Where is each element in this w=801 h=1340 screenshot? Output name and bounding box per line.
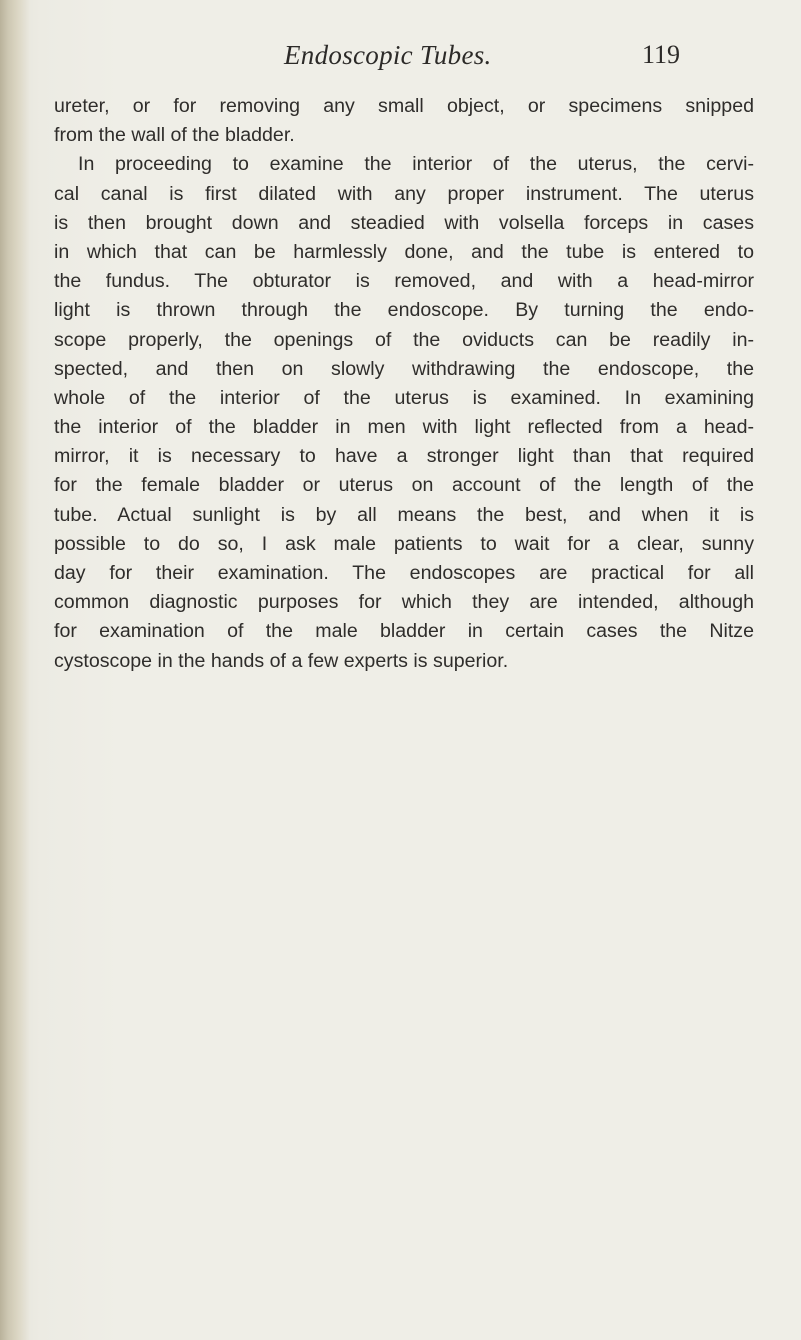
text-line: for the female bladder or uterus on account of the length of the bbox=[54, 474, 754, 497]
text-line: tube. Actual sunlight is by all means the best, and when it is bbox=[54, 503, 754, 526]
text-line: ureter, or for removing any small object, or specimens snipped bbox=[54, 95, 754, 117]
body-text bbox=[54, 92, 754, 676]
text-line: light is thrown through the endoscope. By turning the endo- bbox=[54, 299, 754, 322]
text-line: from the wall of the bladder. bbox=[54, 124, 295, 147]
text-line: scope properly, the openings of the oviducts can be readily in- bbox=[54, 328, 754, 351]
text-line: In proceeding to examine the interior of the uterus, the cervi- bbox=[78, 153, 754, 176]
text-line: the interior of the bladder in men with light reflected from a head- bbox=[54, 416, 754, 439]
running-head bbox=[0, 40, 801, 80]
running-title: Endoscopic Tubes. bbox=[284, 40, 492, 70]
text-line: day for their examination. The endoscopes are practical for all bbox=[54, 562, 754, 584]
text-line: in which that can be harmlessly done, and the tube is entered to bbox=[54, 240, 754, 263]
paragraph-2 bbox=[54, 150, 754, 675]
text-line: for examination of the male bladder in certain cases the Nitze bbox=[54, 620, 754, 643]
text-line: the fundus. The obturator is removed, and with a head-mirror bbox=[54, 270, 754, 293]
text-line: common diagnostic purposes for which they are intended, although bbox=[54, 591, 754, 614]
text-line: whole of the interior of the uterus is examined. In examining bbox=[54, 386, 754, 409]
page-number: 119 bbox=[642, 40, 681, 69]
text-line: possible to do so, I ask male patients to wait for a clear, sunny bbox=[54, 532, 754, 555]
paragraph-1 bbox=[54, 92, 754, 150]
text-line: is then brought down and steadied with volsella forceps in cases bbox=[54, 211, 754, 234]
text-line: cystoscope in the hands of a few experts is superior. bbox=[54, 649, 509, 672]
text-line: spected, and then on slowly withdrawing the endoscope, the bbox=[54, 357, 754, 380]
page-binding-shadow bbox=[0, 0, 30, 1340]
text-line: mirror, it is necessary to have a stronger light than that required bbox=[54, 445, 754, 468]
text-line: cal canal is first dilated with any proper instrument. The uterus bbox=[54, 182, 754, 205]
